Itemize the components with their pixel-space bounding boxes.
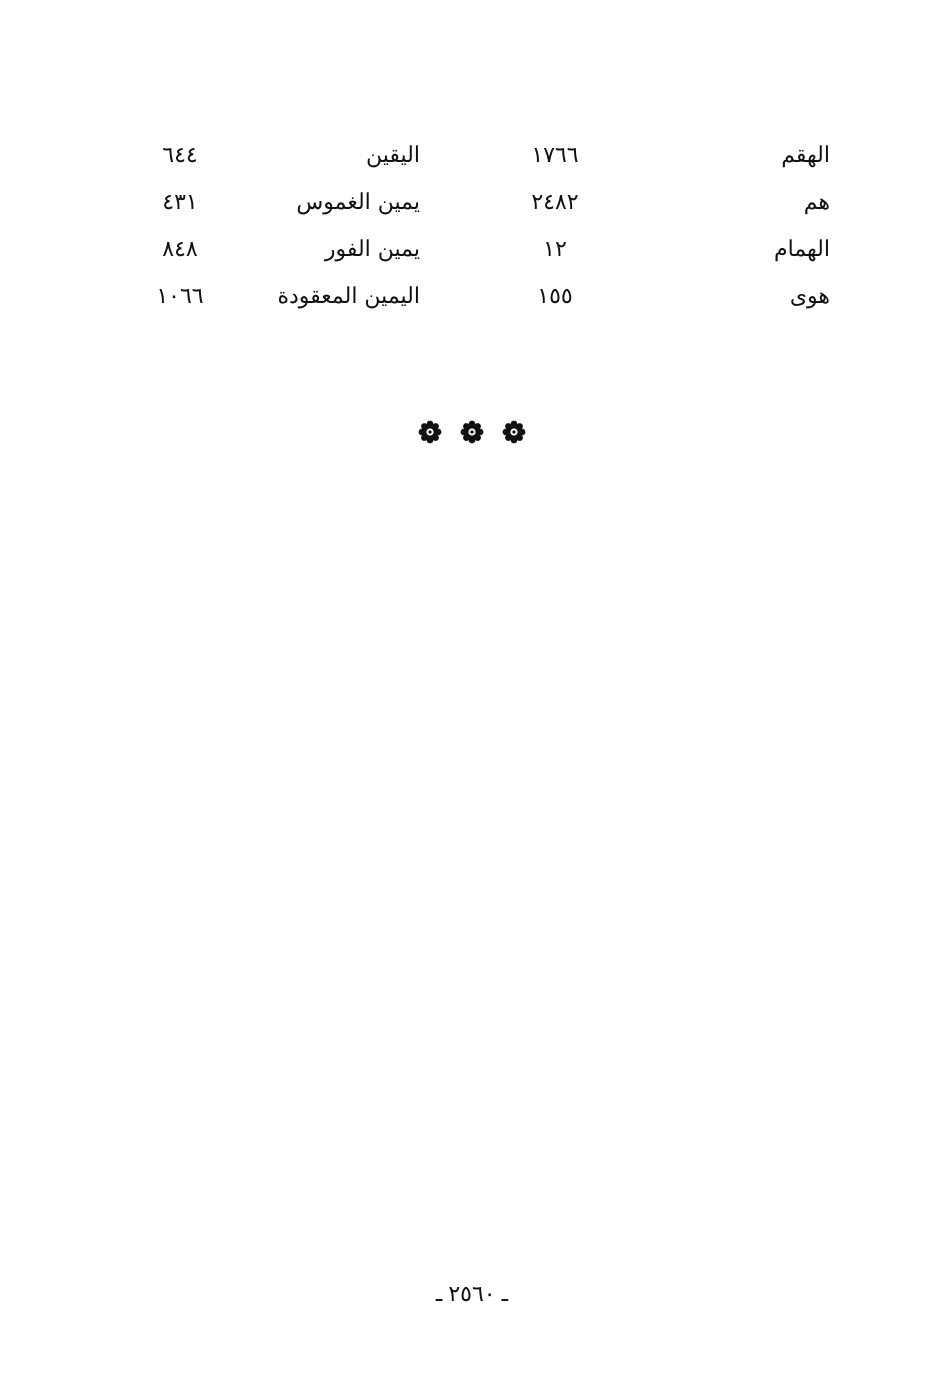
index-table	[120, 132, 830, 320]
page-number-value: ٢٥٦٠	[448, 1282, 496, 1307]
index-page-ref: ١٥٥	[537, 284, 573, 309]
page-number-dash: ـ	[501, 1282, 509, 1307]
index-term: اليقين	[366, 143, 420, 168]
page-number	[0, 1282, 944, 1307]
section-end-ornament	[0, 420, 944, 444]
index-term: اليمين المعقودة	[277, 284, 420, 309]
index-term: الهقم	[781, 143, 830, 168]
index-term: يمين الفور	[324, 237, 420, 262]
page-number-dash: ـ	[435, 1282, 443, 1307]
index-row	[120, 226, 830, 273]
index-term: الهمام	[774, 237, 830, 262]
index-row	[120, 179, 830, 226]
flower-ornament-icon	[460, 420, 484, 444]
index-page-ref: ٦٤٤	[162, 143, 198, 168]
index-term: هم	[803, 190, 830, 215]
index-row	[120, 273, 830, 320]
index-page-ref: ٢٤٨٢	[531, 190, 579, 215]
index-row	[120, 132, 830, 179]
index-page-ref: ١٠٦٦	[156, 284, 204, 309]
index-page-ref: ٤٣١	[162, 190, 198, 215]
flower-ornament-icon	[502, 420, 526, 444]
index-term: يمين الغموس	[296, 190, 420, 215]
flower-ornament-icon	[418, 420, 442, 444]
index-page-ref: ٨٤٨	[162, 237, 198, 262]
index-term: هوى	[789, 284, 830, 309]
index-page-ref: ١٢	[543, 237, 567, 262]
index-page-ref: ١٧٦٦	[531, 143, 579, 168]
